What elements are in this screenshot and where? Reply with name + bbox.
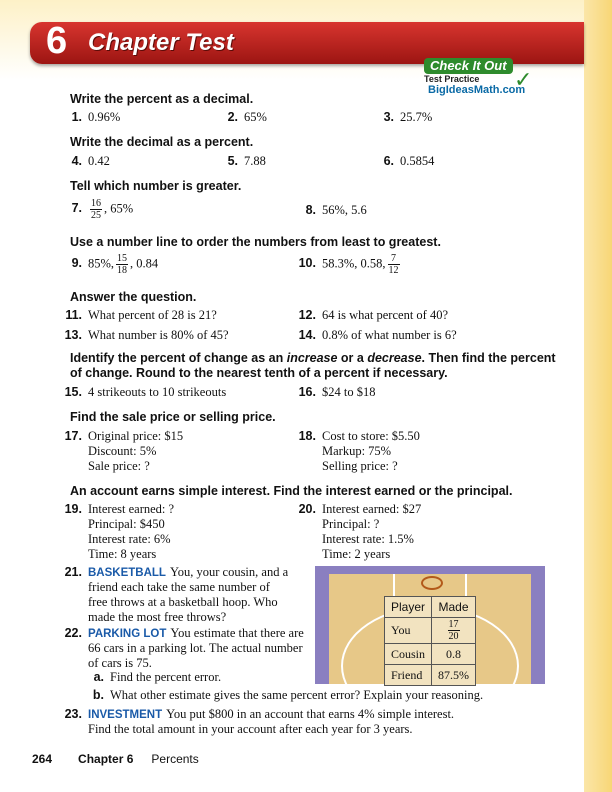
badge-subtitle: Test Practice [424,74,480,84]
instruction-4: Use a number line to order the numbers from least to greatest. [70,235,441,249]
question-12: 12. 64 is what percent of 40? [298,308,449,322]
chapter-number: 6 [46,20,68,62]
question-2: 2. 65% [227,110,267,124]
question-13: 13. What number is 80% of 45? [64,328,229,342]
question-3: 3. 25.7% [383,110,433,124]
question-20: 20. Interest earned: $27 Principal: ? Interest rate: 1.5% Time: 2 years [298,502,422,561]
side-tab [584,0,612,792]
hoop-icon [421,576,443,590]
fraction: $\frac{7}{12}$ [388,253,399,276]
question-8: 8. 56%, 5.6 [305,203,367,217]
instruction-6: Identify the percent of change as an increase or a decrease. Then find the percent [70,351,556,365]
question-18: 18. Cost to store: $5.50 Markup: 75% Selling price: ? [298,429,420,473]
page-number: 264 [32,752,53,766]
question-10: 10. 58.3%, 0.58, $\frac{7}{12}$ [298,253,399,276]
question-6: 6. 0.5854 [383,154,435,168]
instruction-3: Tell which number is greater. [70,179,242,193]
page-footer [32,752,199,766]
check-it-out-badge[interactable] [418,58,544,98]
question-22b: b. What other estimate gives the same percent error? Explain your reasoning. [92,688,484,702]
fraction: $\frac{16}{25}$ [91,198,101,221]
question-14: 14. 0.8% of what number is 6? [298,328,457,342]
instruction-2: Write the decimal as a percent. [70,135,254,149]
badge-website: BigIdeasMath.com [428,84,526,96]
question-17: 17. Original price: $15 Discount: 5% Sale price: ? [64,429,184,473]
question-22a: a. Find the percent error. [93,670,222,684]
table-row: You $\frac{17}{20}$ [385,618,476,644]
fraction: $\frac{15}{18}$ [117,253,128,276]
instruction-7: Find the sale price or selling price. [70,410,276,424]
col-player: Player [385,597,432,618]
page-title: Chapter Test [88,29,234,56]
footer-topic: Percents [151,752,199,766]
question-15: 15. 4 strikeouts to 10 strikeouts [64,385,227,399]
question-5: 5. 7.88 [227,154,266,168]
footer-chapter: Chapter 6 [78,752,134,766]
table-row: Friend 87.5% [385,665,476,686]
table-row: Cousin 0.8 [385,644,476,665]
question-7: 7. $\frac{16}{25}$ , 65% [71,198,134,221]
fraction: $\frac{17}{20}$ [448,619,459,642]
checkmark-icon: ✓ [514,68,533,93]
badge-title: Check It Out [424,58,513,74]
question-23: 23. INVESTMENT You put $800 in an account that earns 4% simple interest. Find the total amount in your account after each year for 3 years. [64,707,455,736]
question-21: 21. BASKETBALL You, your cousin, and a friend each take the same number of free throws at a basketball hoop. Who made the most free throws? [64,565,289,624]
question-9: 9. 85%, $\frac{15}{18}$ , 0.84 [71,253,159,276]
instruction-8: An account earns simple interest. Find the interest earned or the principal. [70,484,513,498]
free-throw-table [384,596,476,686]
question-16: 16. $24 to $18 [298,385,376,399]
instruction-1: Write the percent as a decimal. [70,92,254,106]
question-19: 19. Interest earned: ? Principal: $450 Interest rate: 6% Time: 8 years [64,502,175,561]
question-4: 4. 0.42 [71,154,110,168]
col-made: Made [432,597,476,618]
question-11: 11. What percent of 28 is 21? [65,308,217,322]
question-22: 22. PARKING LOT You estimate that there are 66 cars in a parking lot. The actual number of cars is 75. [64,626,304,670]
instruction-5: Answer the question. [70,290,197,304]
instruction-6-cont: of change. Round to the nearest tenth of a percent if necessary. [70,366,448,380]
question-1: 1. 0.96% [71,110,121,124]
